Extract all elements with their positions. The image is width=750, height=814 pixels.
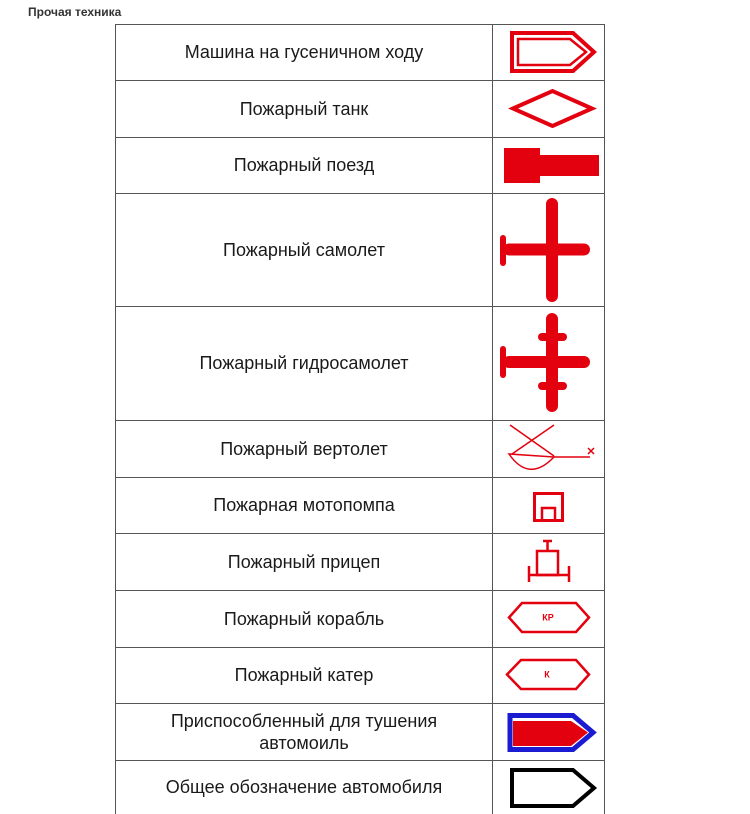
row-label: Машина на гусеничном ходу (116, 25, 493, 81)
table-row (116, 478, 605, 534)
fire-seaplane-icon (493, 307, 604, 420)
symbol-cell (493, 421, 605, 478)
row-label: Пожарная мотопомпа (116, 478, 493, 534)
fire-train-icon (493, 138, 604, 193)
table-row (116, 704, 605, 761)
symbol-cell (493, 534, 605, 591)
table-row (116, 648, 605, 704)
adapted-vehicle-icon (493, 704, 604, 760)
fire-ship-icon (493, 591, 604, 647)
table-row (116, 194, 605, 307)
row-label: Общее обозначение автомобиля (116, 761, 493, 814)
table-row (116, 534, 605, 591)
table-row (116, 138, 605, 194)
row-label: Пожарный гидросамолет (116, 307, 493, 421)
row-label: Пожарный прицеп (116, 534, 493, 591)
row-label: Пожарный вертолет (116, 421, 493, 478)
symbol-cell (493, 704, 605, 761)
symbol-cell (493, 25, 605, 81)
symbol-cell (493, 138, 605, 194)
table-row (116, 25, 605, 81)
table-row (116, 421, 605, 478)
symbols-table (115, 24, 605, 814)
row-label: Пожарный катер (116, 648, 493, 704)
fire-airplane-icon (493, 194, 604, 306)
motor-pump-icon (493, 478, 604, 533)
general-vehicle-icon (493, 761, 604, 814)
row-label: Пожарный самолет (116, 194, 493, 307)
row-label: Пожарный поезд (116, 138, 493, 194)
row-label: Пожарный танк (116, 81, 493, 138)
row-label: Пожарный корабль (116, 591, 493, 648)
symbol-cell (493, 478, 605, 534)
ship-code-text: КР (542, 612, 554, 623)
symbol-cell (493, 648, 605, 704)
symbol-cell (493, 761, 605, 814)
tracked-vehicle-icon (493, 25, 604, 80)
boat-code-text: К (544, 669, 550, 680)
table-row (116, 81, 605, 138)
fire-boat-icon (493, 648, 604, 703)
symbol-cell (493, 194, 605, 307)
symbol-cell (493, 591, 605, 648)
row-label: Приспособленный для тушения автомоиль (116, 704, 493, 761)
section-title: Прочая техника (28, 5, 122, 19)
symbol-cell (493, 307, 605, 421)
table-row (116, 307, 605, 421)
fire-tank-icon (493, 81, 604, 137)
fire-helicopter-icon (493, 421, 604, 477)
table-row (116, 761, 605, 814)
fire-trailer-icon (493, 534, 604, 590)
symbol-cell (493, 81, 605, 138)
table-row (116, 591, 605, 648)
